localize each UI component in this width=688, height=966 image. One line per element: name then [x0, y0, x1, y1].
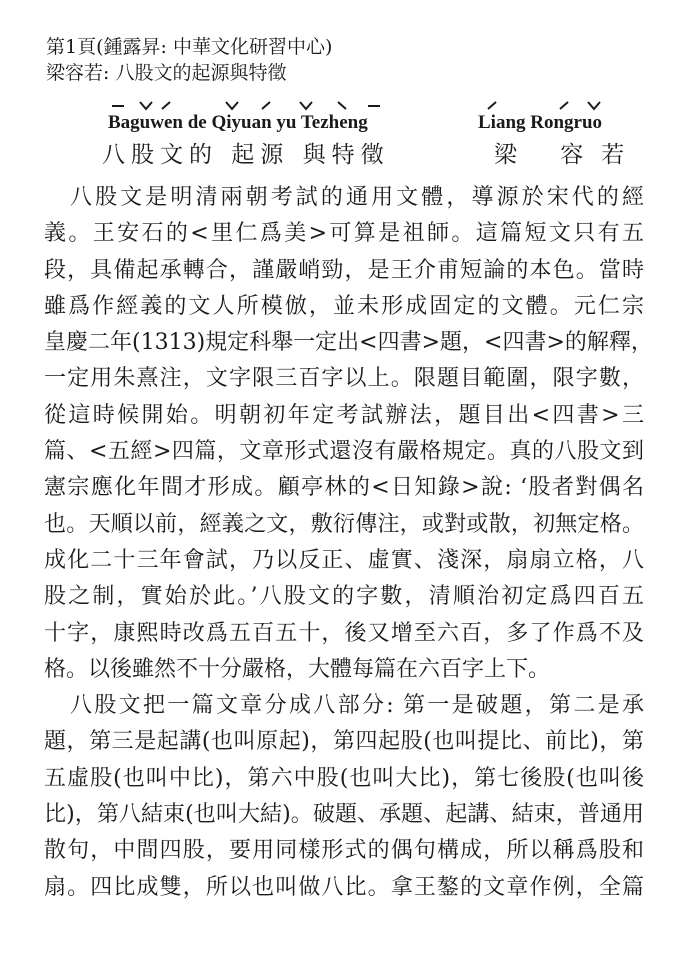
- text-line: 八股文把一篇文章分成八部分: 第一是破題，第二是承: [70, 693, 644, 719]
- title-block: [0, 100, 688, 170]
- text-line: 格。以後雖然不十分嚴格，大體每篇在六百字上下。: [44, 656, 551, 682]
- text-line: 從這時候開始。明朝初年定考試辦法，題目出<四書>三: [44, 402, 644, 428]
- text-line: 憲宗應化年間才形成。顧亭林的<日知錄>說: ‘股者對偶名: [44, 475, 644, 501]
- text-line: 皇慶二年(1313)規定科舉一定出<四書>題，<四書>的解釋，: [44, 330, 653, 356]
- article-body: [44, 180, 653, 906]
- title-chinese: 八股文的 起源 與特徵: [102, 142, 390, 168]
- text-line: 一定用朱熹注，文字限三百字以上。限題目範圍，限字數，: [44, 366, 644, 392]
- header-source-line: 第1頁(鍾露昇: 中華文化研習中心): [46, 36, 333, 58]
- text-line: 義。王安石的<里仁爲美>可算是祖師。這篇短文只有五: [44, 221, 644, 247]
- author-pinyin: Liang Rongruo: [478, 112, 603, 133]
- text-line: 雖爲作經義的文人所模倣，並未形成固定的文體。元仁宗: [44, 293, 644, 319]
- text-line: 散句，中間四股，要用同樣形式的偶句構成，所以稱爲股和: [44, 838, 644, 864]
- author-chinese: 梁 容若: [494, 142, 643, 168]
- text-line: 成化二十三年會試，乃以反正、虛實、淺深，扇扇立格，八: [44, 547, 644, 573]
- title-pinyin: Baguwen de Qiyuan yu Tezheng: [108, 112, 368, 133]
- text-line: 十字，康熙時改爲五百五十，後又增至六百，多了作爲不及: [44, 620, 644, 646]
- text-line: 五虛股(也叫中比)，第六中股(也叫大比)，第七後股(也叫後: [44, 765, 644, 791]
- page-header: [46, 34, 332, 86]
- text-line: 股之制，實始於此。’八股文的字數，清順治初定爲四百五: [44, 584, 644, 610]
- text-line: 段，具備起承轉合，謹嚴峭勁，是王介甫短論的本色。當時: [44, 257, 644, 283]
- text-line: 八股文是明清兩朝考試的通用文體，導源於宋代的經: [70, 185, 644, 210]
- header-title-line: 梁容若: 八股文的起源與特徵: [46, 62, 287, 84]
- text-line: 扇。四比成雙，所以也叫做八比。拿王鏊的文章作例，全篇: [44, 874, 644, 900]
- text-line: 也。天順以前，經義之文，敷衍傳注，或對或散，初無定格。: [44, 511, 644, 537]
- text-line: 篇、<五經>四篇，文章形式還沒有嚴格規定。真的八股文到: [44, 439, 644, 465]
- text-line: 比)，第八結束(也叫大結)。破題、承題、起講、結束，普通用: [44, 802, 644, 828]
- tone-marks: [0, 100, 688, 112]
- text-line: 題，第三是起講(也叫原起)，第四起股(也叫提比、前比)，第: [44, 729, 644, 755]
